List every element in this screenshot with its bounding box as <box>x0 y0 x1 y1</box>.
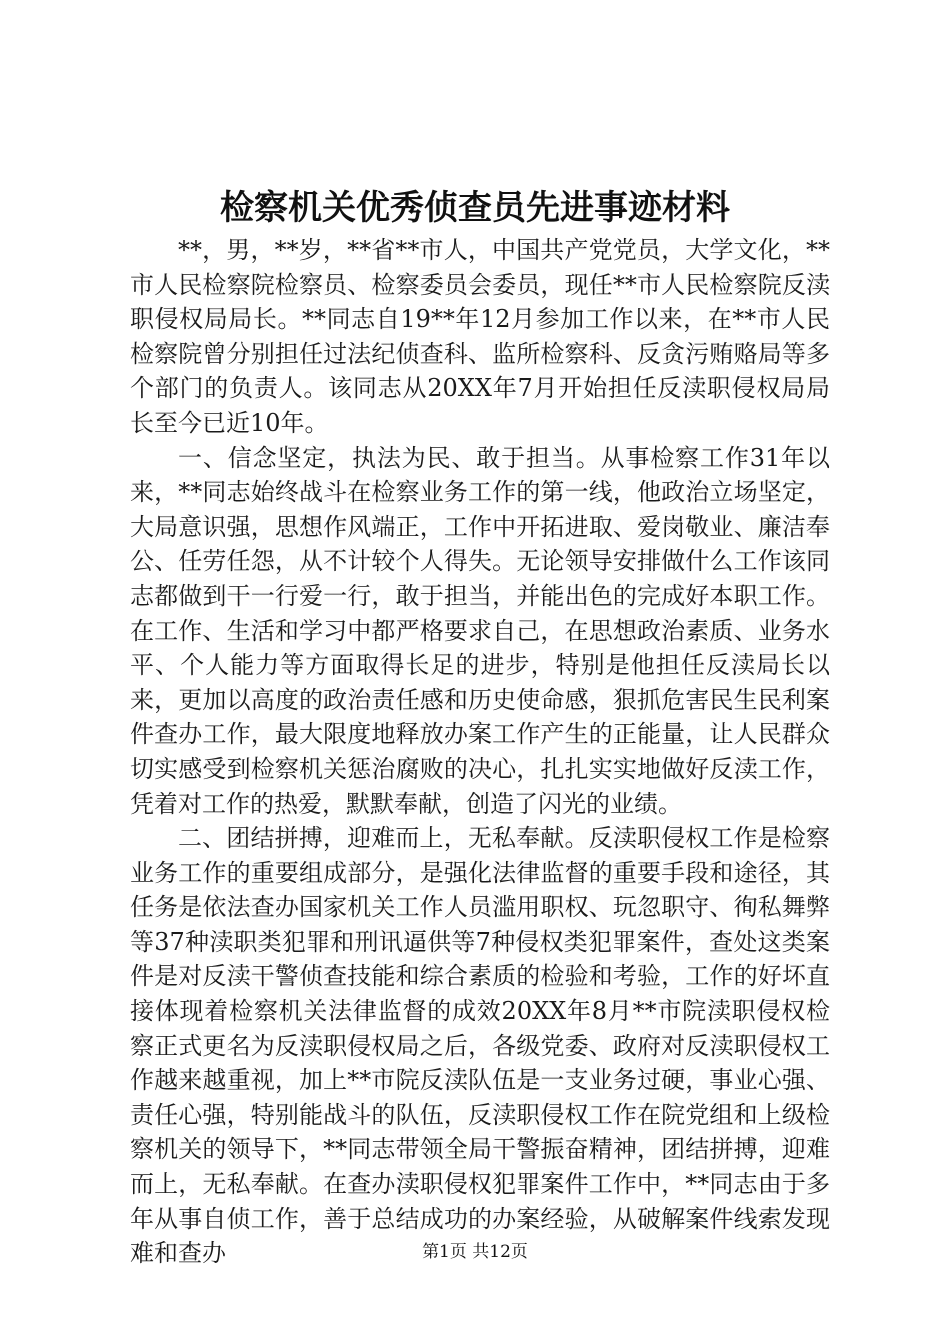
document-title: 检察机关优秀侦查员先进事迹材料 <box>220 188 730 228</box>
paragraph-section-2: 二、团结拼搏，迎难而上，无私奉献。反渎职侵权工作是检察业务工作的重要组成部分，是强化法律监督的重要手段和途径，其任务是依法查办国家机关工作人员滥用职权、玩忽职守、徇私舞弊等37种渎职类犯罪和刑讯逼供等7种侵权类犯罪案件，查处这类案件是对反渎干警侦查技能和综合素质的检验和考验，工作的好坏直接体现着检察机关法律监督的成效20XX年8月**市院渎职侵权检察正式更名为反渎职侵权局之后，各级党委、政府对反渎职侵权工作越来越重视，加上**市院反渎队伍是一支业务过硬，事业心强、责任心强，特别能战斗的队伍，反渎职侵权工作在院党组和上级检察机关的领导下，**同志带领全局干警振奋精神，团结拼搏，迎难而上，无私奉献。在查办渎职侵权犯罪案件工作中，**同志由于多年从事自侦工作，善于总结成功的办案经验，从破解案件线索发现难和查办 <box>130 824 830 1268</box>
document-body <box>130 233 830 1271</box>
paragraph-intro: **，男，**岁，**省**市人，中国共产党党员，大学文化，**市人民检察院检察员、检察委员会委员，现任**市人民检察院反渎职侵权局局长。**同志自19**年12月参加工作以来，在**市人民检察院曾分别担任过法纪侦查科、监所检察科、反贪污贿赂局等多个部门的负责人。该同志从20XX年7月开始担任反渎职侵权局局长至今已近10年。 <box>130 236 830 437</box>
page-footer: 第1页 共12页 <box>422 1242 528 1262</box>
paragraph-section-1: 一、信念坚定，执法为民、敢于担当。从事检察工作31年以来，**同志始终战斗在检察业务工作的第一线，他政治立场坚定，大局意识强，思想作风端正，工作中开拓进取、爱岗敬业、廉洁奉公、任劳任怨，从不计较个人得失。无论领导安排做什么工作该同志都做到干一行爱一行，敢于担当，并能出色的完成好本职工作。在工作、生活和学习中都严格要求自己，在思想政治素质、业务水平、个人能力等方面取得长足的进步，特别是他担任反渎局长以来，更加以高度的政治责任感和历史使命感，狠抓危害民生民利案件查办工作，最大限度地释放办案工作产生的正能量，让人民群众切实感受到检察机关惩治腐败的决心，扎扎实实地做好反渎工作，凭着对工作的热爱，默默奉献，创造了闪光的业绩。 <box>130 443 830 818</box>
